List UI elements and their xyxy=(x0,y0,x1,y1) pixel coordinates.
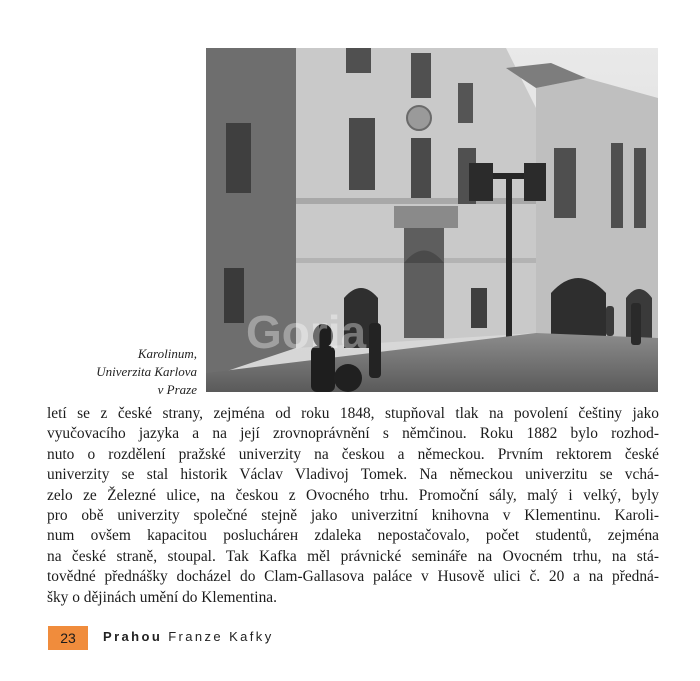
footer-title-bold: Prahou xyxy=(103,629,163,644)
body-line: na české straně, stoupal. Tak Kafka měl právnické semináře na Ovocném trhu, na stá- xyxy=(47,547,659,565)
footer-title-rest: Franze Kafky xyxy=(168,629,274,644)
page-number: 23 xyxy=(48,626,88,650)
body-line: zelo ze Železné ulice, na českou z Ovocného trhu. Promoční sály, malý i velký, byly xyxy=(47,486,659,504)
caption-line: Univerzita Karlova xyxy=(96,364,197,379)
body-line: letí se z české strany, zejména od roku 1848, stupňoval tlak na povolení češtiny jako xyxy=(47,405,659,422)
caption-line: v Praze xyxy=(157,382,197,397)
body-paragraph xyxy=(47,404,659,608)
body-line: šky o dějinách umění do Klementina. xyxy=(47,588,277,606)
body-line: num ovšem kapacitou posluchárен zdaleka nepostačovalo, počet studentů, zejména xyxy=(47,527,659,545)
body-line: pro obě univerzity společné stejně jako univerzitní knihovna v Klementinu. Karoli- xyxy=(47,507,659,525)
body-line: tovědné přednášky docházel do Clam-Gallasova paláce v Husově ulici č. 20 a na předná- xyxy=(47,568,659,586)
body-line: vyučovacího jazyka a na její zrovnoprávnění s němčinou. Roku 1882 bylo rozhod- xyxy=(47,425,659,443)
karolinum-photo-illustration xyxy=(206,48,658,392)
caption-line: Karolinum, xyxy=(137,346,197,361)
running-footer-title xyxy=(103,629,274,644)
body-line: nuto o rozdělení pražské univerzity na českou a německou. Prvním rektorem české xyxy=(47,445,659,463)
body-line: univerzity se stal historik Václav Vladivoj Tomek. Na německou univerzitu se vchá- xyxy=(47,466,659,484)
photo-caption xyxy=(60,345,197,399)
photo-karolinum xyxy=(206,48,658,392)
photo-watermark: Goria xyxy=(246,306,367,358)
